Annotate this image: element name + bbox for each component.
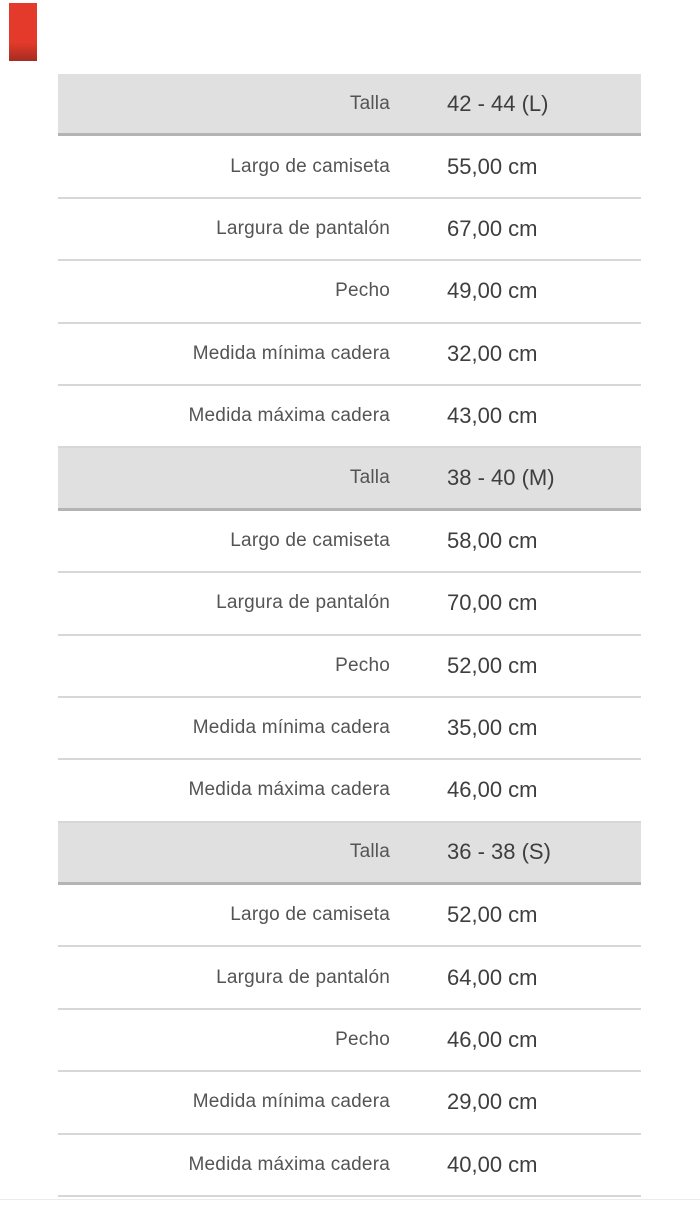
measurement-label: Medida mínima cadera <box>192 1091 390 1113</box>
measurement-value: 52,00 cm <box>447 902 538 928</box>
measurement-label: Largura de pantalón <box>216 966 390 988</box>
measurement-row <box>58 261 641 323</box>
measurement-label: Pecho <box>335 280 390 302</box>
measurement-row <box>58 1010 641 1072</box>
size-header-value: 38 - 40 (M) <box>447 465 555 491</box>
measurement-value: 55,00 cm <box>447 153 538 179</box>
measurement-value: 70,00 cm <box>447 590 538 616</box>
measurement-label: Largo de camiseta <box>230 904 390 926</box>
measurement-value: 46,00 cm <box>447 1027 538 1053</box>
measurement-label: Largo de camiseta <box>230 155 390 177</box>
measurement-label: Largo de camiseta <box>230 529 390 551</box>
size-group-header-row <box>58 823 641 885</box>
measurement-row <box>58 573 641 635</box>
measurement-row <box>58 199 641 261</box>
size-group-header-row <box>58 448 641 510</box>
size-header-label: Talla <box>349 467 390 489</box>
measurement-label: Largura de pantalón <box>216 217 390 239</box>
measurement-row <box>58 1072 641 1134</box>
measurement-value: 49,00 cm <box>447 278 538 304</box>
measurement-label: Largura de pantalón <box>216 592 390 614</box>
measurement-label: Medida máxima cadera <box>188 779 390 801</box>
measurement-value: 40,00 cm <box>447 1151 538 1177</box>
measurement-row <box>58 947 641 1009</box>
measurement-value: 32,00 cm <box>447 340 538 366</box>
measurement-value: 29,00 cm <box>447 1089 538 1115</box>
measurement-row <box>58 885 641 947</box>
measurement-label: Pecho <box>335 654 390 676</box>
measurement-value: 67,00 cm <box>447 215 538 241</box>
measurement-label: Pecho <box>335 1029 390 1051</box>
measurement-value: 35,00 cm <box>447 715 538 741</box>
measurement-row <box>58 698 641 760</box>
measurement-label: Medida mínima cadera <box>192 342 390 364</box>
page-bottom-divider <box>0 1199 700 1200</box>
size-chart-table <box>58 74 641 1197</box>
measurement-value: 64,00 cm <box>447 964 538 990</box>
measurement-row <box>58 760 641 822</box>
measurement-label: Medida máxima cadera <box>188 1153 390 1175</box>
size-header-value: 36 - 38 (S) <box>447 839 551 865</box>
measurement-value: 43,00 cm <box>447 403 538 429</box>
measurement-value: 52,00 cm <box>447 652 538 678</box>
measurement-label: Medida mínima cadera <box>192 717 390 739</box>
size-header-label: Talla <box>349 92 390 114</box>
measurement-row <box>58 386 641 448</box>
measurement-row <box>58 511 641 573</box>
size-group-header-row <box>58 74 641 136</box>
measurement-label: Medida máxima cadera <box>188 405 390 427</box>
measurement-row <box>58 324 641 386</box>
size-header-label: Talla <box>349 841 390 863</box>
size-header-value: 42 - 44 (L) <box>447 90 549 116</box>
red-corner-badge <box>9 3 37 61</box>
measurement-row <box>58 1135 641 1197</box>
measurement-row <box>58 136 641 198</box>
measurement-value: 46,00 cm <box>447 777 538 803</box>
measurement-value: 58,00 cm <box>447 527 538 553</box>
measurement-row <box>58 636 641 698</box>
